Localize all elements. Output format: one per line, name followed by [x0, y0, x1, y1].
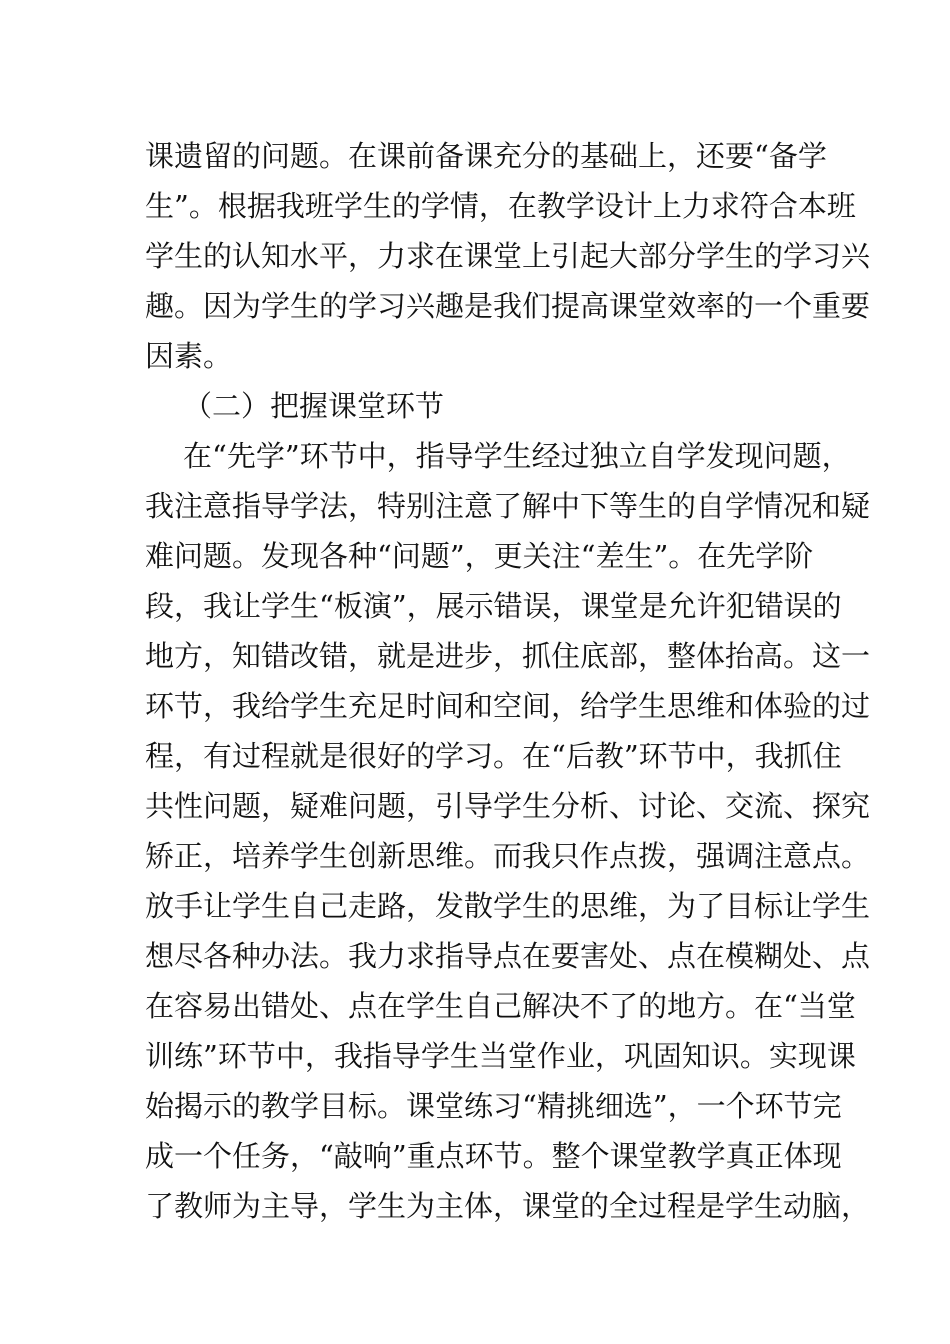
text-line: 环节，我给学生充足时间和空间，给学生思维和体验的过 — [145, 689, 871, 723]
text-line: 放手让学生自己走路，发散学生的思维，为了目标让学生 — [145, 889, 871, 923]
text-line: 共性问题，疑难问题，引导学生分析、讨论、交流、探究 — [145, 789, 871, 823]
text-line: 矫正，培养学生创新思维。而我只作点拨，强调注意点。 — [145, 839, 871, 873]
text-line: 学生的认知水平，力求在课堂上引起大部分学生的学习兴 — [145, 239, 871, 273]
text-line: 段，我让学生“板演”，展示错误，课堂是允许犯错误的 — [145, 589, 842, 623]
text-line: 程，有过程就是很好的学习。在“后教”环节中，我抓住 — [145, 739, 842, 773]
text-line: 成一个任务，“敲响”重点环节。整个课堂教学真正体现 — [145, 1139, 842, 1173]
text-line: 在“先学”环节中，指导学生经过独立自学发现问题， — [183, 439, 851, 473]
document-body — [145, 131, 871, 1231]
text-line: 生”。根据我班学生的学情，在教学设计上力求符合本班 — [145, 189, 856, 223]
text-line: 地方，知错改错，就是进步，抓住底部，整体抬高。这一 — [145, 639, 871, 673]
text-line: 因素。 — [145, 339, 233, 373]
text-line: 了教师为主导，学生为主体，课堂的全过程是学生动脑， — [145, 1189, 871, 1223]
text-line: 课遗留的问题。在课前备课充分的基础上，还要“备学 — [145, 139, 827, 173]
text-line: 趣。因为学生的学习兴趣是我们提高课堂效率的一个重要 — [145, 289, 871, 323]
text-line: 难问题。发现各种“问题”，更关注“差生”。在先学阶 — [145, 539, 814, 573]
text-line: 训练”环节中，我指导学生当堂作业，巩固知识。实现课 — [145, 1039, 856, 1073]
text-line: 想尽各种办法。我力求指导点在要害处、点在模糊处、点 — [145, 939, 871, 973]
section-heading: （二）把握课堂环节 — [183, 389, 445, 423]
text-line: 我注意指导学法，特别注意了解中下等生的自学情况和疑 — [145, 489, 871, 523]
text-line: 始揭示的教学目标。课堂练习“精挑细选”，一个环节完 — [145, 1089, 842, 1123]
text-line: 在容易出错处、点在学生自己解决不了的地方。在“当堂 — [145, 989, 856, 1023]
